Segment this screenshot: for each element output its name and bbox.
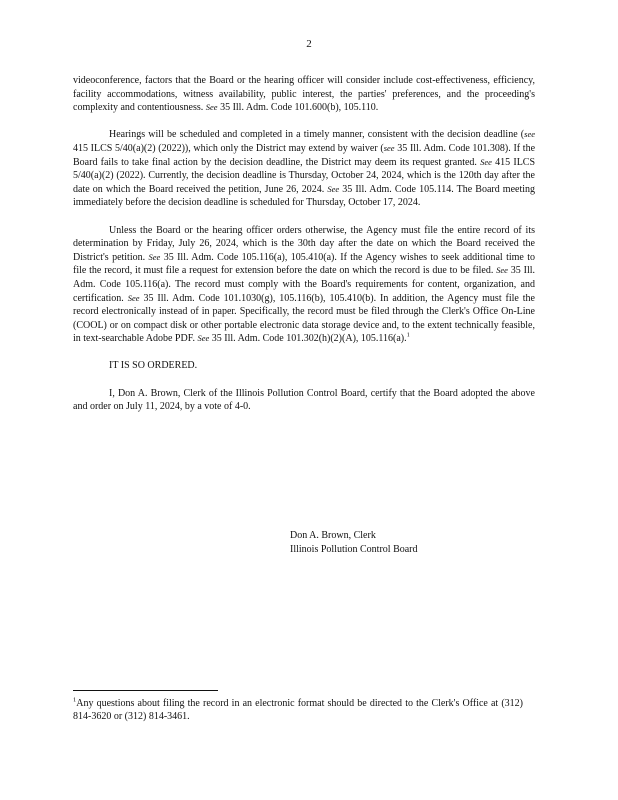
citation-signal: See [127, 292, 140, 303]
clerk-certification: I, Don A. Brown, Clerk of the Illinois Pollution Control Board, certify that the Board adopted the above and order on July 11, 2024, by a vote of 4-0. [73, 387, 535, 413]
citation-signal: See [148, 251, 161, 262]
text-run: 35 Ill. Adm. Code 105.116(a), 105.410(a). If the Agency wishes to seek additional time to file the record, it must file a request for extension before the date on which the record is due to be filed. [73, 251, 536, 277]
text-run: Hearings will be scheduled and completed in a timely manner, consistent with the decision deadline ( [109, 129, 525, 141]
citation-signal: See [205, 102, 218, 113]
text-run: 35 Ill. Adm. Code 101.302(h)(2)(A), 105.116(a). [211, 333, 407, 345]
text-run: 35 Ill. Adm. Code 101.1030(g), 105.116(b), 105.410(b). In addition, the Agency must file the record electronically instead of in paper. Specifically, the record must be filed through the Clerk's Office On-Line (COOL) or on compact disk or other portable electronic data storage device and, to the extent technically feasible, in text-searchable Adobe PDF. [73, 292, 536, 345]
citation-signal: See [327, 183, 340, 194]
citation-signal: see [524, 129, 535, 140]
citation-signal: see [383, 142, 395, 153]
order-statement: IT IS SO ORDERED. [109, 360, 198, 372]
page-number: 2 [306, 38, 312, 50]
text-run: 415 ILCS 5/40(a)(2) (2022). Currently, the decision deadline is Thursday, October 24, 2024, which is the 120th day after the date on which the Board received the petition, June 26, 2024. [73, 156, 536, 195]
text-run: Unless the Board or the hearing officer orders otherwise, the Agency must file the entire record of its determination by Friday, July 26, 2024, which is the 30th day after the date on which the Board received the District's petition. [73, 224, 535, 263]
paragraph-hearing-factors [73, 74, 535, 115]
text-run: 35 Ill. Adm. Code 105.116(a). The record must comply with the Board's requirements for content, organization, and certification. [73, 265, 535, 304]
citation-signal: See [197, 333, 210, 344]
citation-signal: See [496, 265, 508, 276]
paragraph-decision-deadline [73, 128, 535, 210]
footnote-divider [73, 690, 218, 691]
footnote-mark: 1 [73, 696, 77, 704]
text-run: 415 ILCS 5/40(a)(2) (2022)), which only the District may extend by waiver ( [73, 142, 384, 154]
signature-block [290, 529, 418, 556]
citation-signal: See [480, 156, 492, 167]
footnote-reference[interactable]: 1 [406, 331, 410, 339]
footnote-text: Any questions about filing the record in an electronic format should be directed to the Clerk's Office at (312) 814-3620 or (312) 814-3461. [73, 698, 523, 723]
text-run: videoconference, factors that the Board or the hearing officer will consider include cost-effectiveness, efficiency, facility accommodations, witness availability, public interest, the parties' preferences, and the proceeding's complexity and contentiousness. [73, 75, 535, 114]
text-run: 35 Ill. Adm. Code 101.600(b), 105.110. [220, 102, 379, 114]
order-body [73, 74, 535, 427]
paragraph-record-filing [73, 224, 535, 346]
footnote [73, 697, 523, 724]
signature-organization: Illinois Pollution Control Board [290, 543, 418, 555]
signature-name: Don A. Brown, Clerk [290, 530, 376, 541]
text-run: 35 Ill. Adm. Code 101.308). If the Board fails to take final action by the decision deadline, the District may deem its request granted. [73, 142, 536, 168]
text-run: 35 Ill. Adm. Code 105.114. The Board meeting immediately before the decision deadline is scheduled for Thursday, October 17, 2024. [73, 183, 536, 209]
